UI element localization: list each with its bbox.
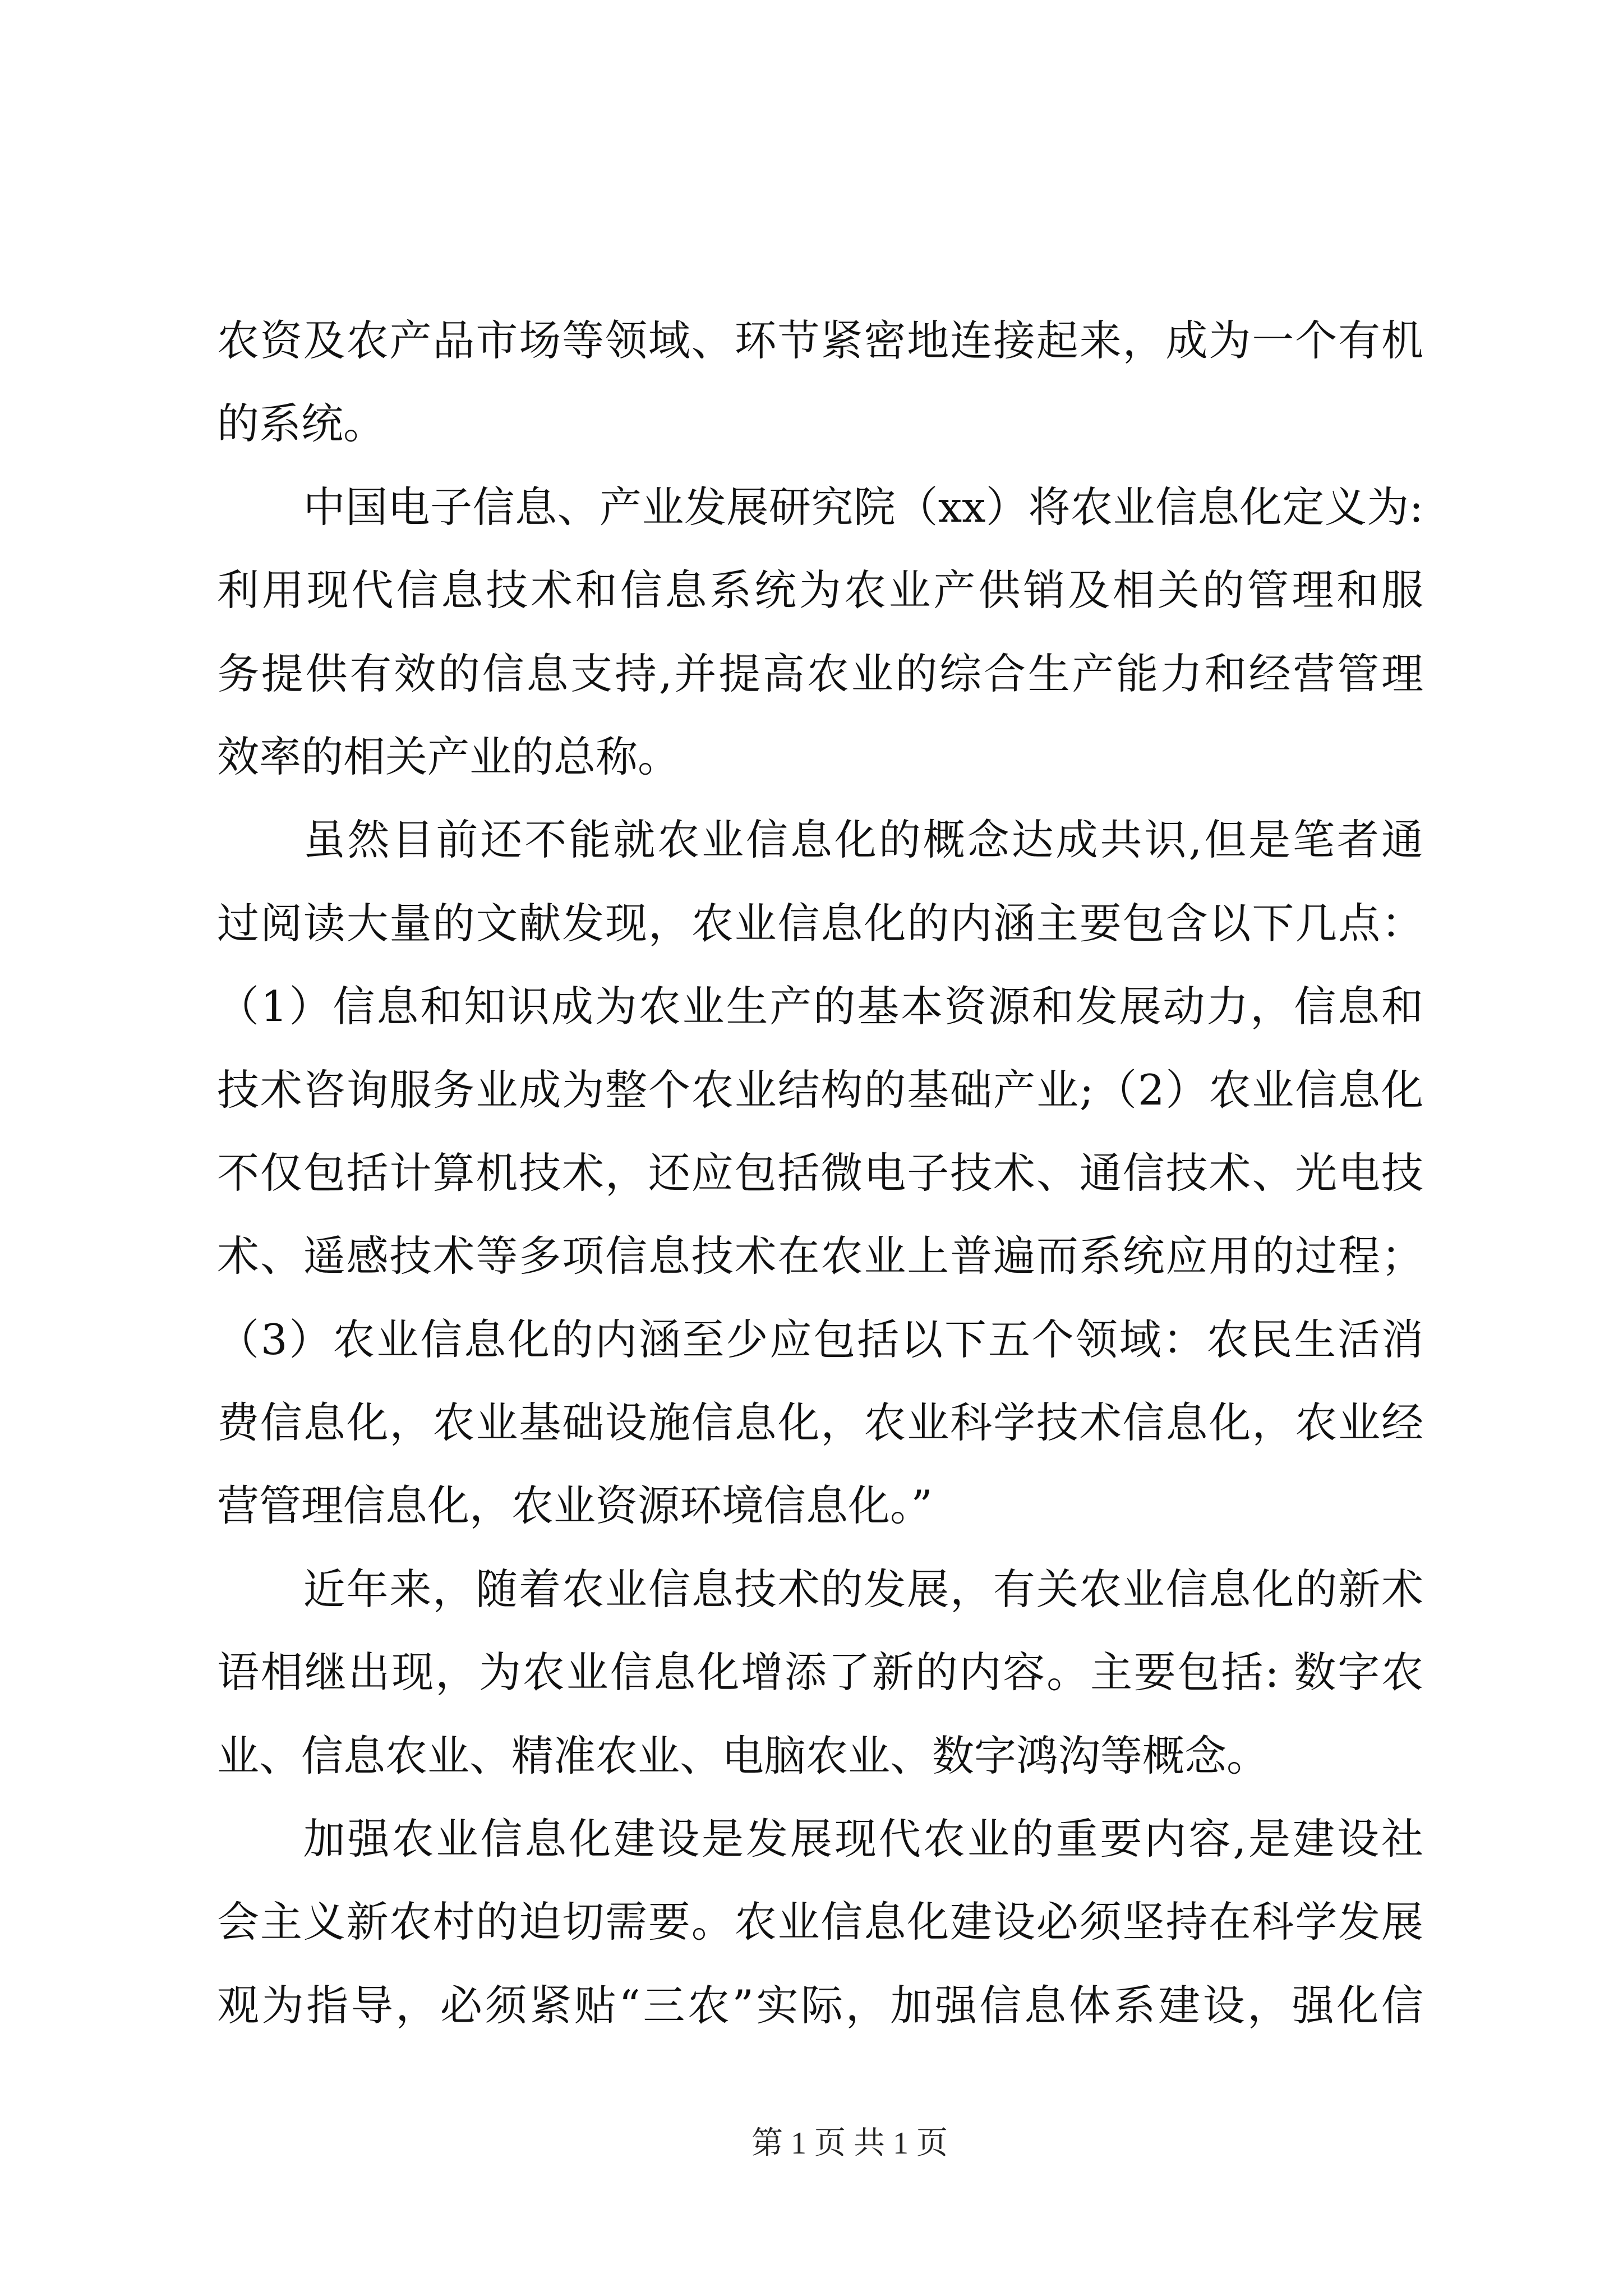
text-line: 中国电子信息、产业发展研究院（xx）将农业信息化定义为: [303, 482, 1423, 532]
text-line: （1）信息和知识成为农业生产的基本资源和发展动力，信息和 [217, 982, 1423, 1032]
text-line: 虽然目前还不能就农业信息化的概念达成共识,但是笔者通 [303, 815, 1423, 865]
text-line: 业、信息农业、精准农业、电脑农业、数字鸿沟等概念。 [217, 1731, 1269, 1780]
text-line: 术、遥感技术等多项信息技术在农业上普遍而系统应用的过程； [217, 1231, 1423, 1281]
body-text [217, 299, 1423, 2047]
text-line: （3）农业信息化的内涵至少应包括以下五个领域：农民生活消 [217, 1314, 1423, 1364]
page-footer: 第 1 页 共 1 页 [751, 2126, 948, 2161]
text-line: 语相继出现，为农业信息化增添了新的内容。主要包括: 数字农 [217, 1648, 1423, 1697]
paragraph [217, 1548, 1423, 1797]
text-line: 过阅读大量的文献发现，农业信息化的内涵主要包含以下几点： [217, 898, 1423, 948]
text-line: 利用现代信息技术和信息系统为农业产供销及相关的管理和服 [217, 565, 1423, 615]
text-line: 效率的相关产业的总称。 [217, 731, 680, 781]
text-line: 营管理信息化，农业资源环境信息化。” [217, 1481, 933, 1531]
paragraph [217, 299, 1423, 466]
text-line: 近年来，随着农业信息技术的发展，有关农业信息化的新术 [303, 1564, 1423, 1614]
paragraph [217, 798, 1423, 1548]
paragraph [217, 1797, 1423, 2047]
text-line: 务提供有效的信息支持,并提高农业的综合生产能力和经营管理 [217, 648, 1423, 698]
text-line: 技术咨询服务业成为整个农业结构的基础产业;（2）农业信息化 [217, 1065, 1423, 1115]
text-line: 的系统。 [217, 399, 386, 449]
text-line: 费信息化，农业基础设施信息化，农业科学技术信息化，农业经 [217, 1398, 1423, 1448]
text-line: 观为指导，必须紧贴“三农”实际，加强信息体系建设，强化信 [217, 1980, 1423, 2030]
text-line: 不仅包括计算机技术，还应包括微电子技术、通信技术、光电技 [217, 1148, 1423, 1198]
paragraph [217, 466, 1423, 799]
text-line: 农资及农产品市场等领域、环节紧密地连接起来，成为一个有机 [217, 316, 1423, 365]
text-line: 会主义新农村的迫切需要。农业信息化建设必须坚持在科学发展 [217, 1897, 1423, 1947]
text-line: 加强农业信息化建设是发展现代农业的重要内容,是建设社 [303, 1814, 1423, 1864]
